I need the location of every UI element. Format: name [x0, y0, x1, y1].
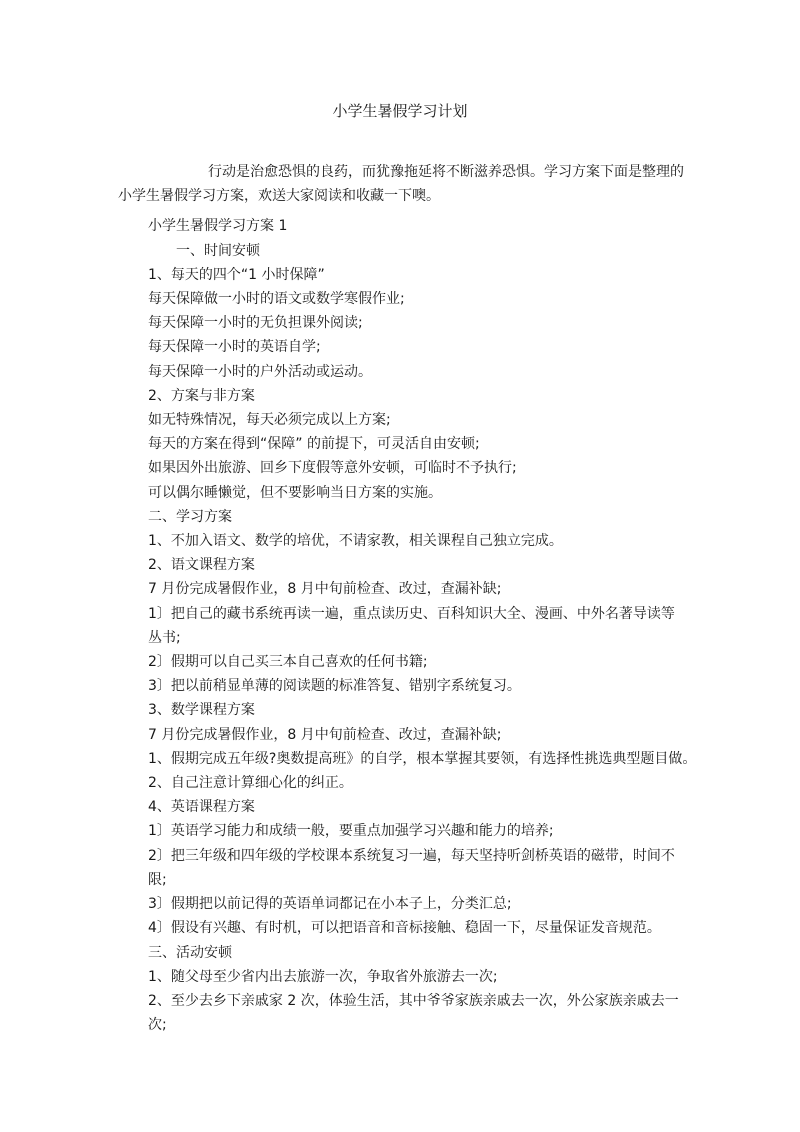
section-heading-activity: 三、活动安顿: [148, 944, 232, 961]
list-item: 2、自己注意计算细心化的纠正。: [148, 775, 353, 792]
list-item: 1〕把自己的藏书系统再读一遍，重点读历史、百科知识大全、漫画、中外名著导读等丛书;: [148, 605, 675, 646]
plan-heading: 小学生暑假学习方案 1: [148, 218, 288, 235]
list-item: 每天保障一小时的户外活动或运动。: [148, 363, 372, 380]
list-item: 如无特殊情况，每天必须完成以上方案;: [148, 412, 391, 429]
list-item: 4〕假设有兴趣、有时机，可以把语音和音标接触、稳固一下，尽量保证发音规范。: [148, 920, 661, 937]
list-item: 2〕假期可以自己买三本自己喜欢的任何书籍;: [148, 654, 428, 671]
subheading: 1、每天的四个“1 小时保障”: [148, 266, 325, 283]
section-heading-time: 一、时间安顿: [176, 242, 260, 259]
list-item: 如果因外出旅游、回乡下度假等意外安顿，可临时不予执行;: [148, 460, 517, 477]
list-item: 2〕把三年级和四年级的学校课本系统复习一遍，每天坚持听剑桥英语的磁带，时间不限;: [148, 847, 675, 888]
list-item: 7 月份完成暑假作业，8 月中旬前检查、改过，查漏补缺;: [148, 581, 502, 598]
list-item: 3〕假期把以前记得的英语单词都记在小本子上，分类汇总;: [148, 896, 512, 913]
intro-paragraph: 行动是治愈恐惧的良药，而犹豫拖延将不断滋养恐惧。学习方案下面是整理的小学生暑假学习方案，欢送大家阅读和收藏一下噢。: [118, 164, 684, 205]
document-title: 小学生暑假学习计划: [332, 102, 468, 120]
list-item: 3〕把以前稍显单薄的阅读题的标准答复、错别字系统复习。: [148, 678, 521, 695]
subheading: 4、英语课程方案: [148, 799, 255, 816]
list-item: 2、至少去乡下亲戚家 2 次，体验生活，其中爷爷家族亲戚去一次，外公家族亲戚去一次;: [148, 992, 679, 1034]
list-item: 每天保障做一小时的语文或数学寒假作业;: [148, 291, 405, 308]
list-item: 1〕英语学习能力和成绩一般，要重点加强学习兴趣和能力的培养;: [148, 823, 554, 840]
list-item: 1、随父母至少省内出去旅游一次，争取省外旅游去一次;: [148, 968, 498, 985]
list-item: 1、假期完成五年级?奥数提高班》的自学，根本掌握其要领，有选择性挑选典型题目做。: [148, 750, 697, 767]
subheading: 3、数学课程方案: [148, 702, 255, 719]
section-heading-study: 二、学习方案: [148, 508, 232, 525]
subheading: 2、语文课程方案: [148, 557, 255, 574]
list-item: 1、不加入语文、数学的培优，不请家教，相关课程自己独立完成。: [148, 533, 563, 550]
subheading: 2、方案与非方案: [148, 387, 255, 404]
list-item: 每天保障一小时的无负担课外阅读;: [148, 315, 363, 332]
list-item: 7 月份完成暑假作业，8 月中旬前检查、改过，查漏补缺;: [148, 726, 502, 743]
list-item: 每天保障一小时的英语自学;: [148, 339, 321, 356]
list-item: 每天的方案在得到“保障” 的前提下，可灵活自由安顿;: [148, 436, 480, 453]
document-body: [118, 160, 697, 1037]
list-item: 可以偶尔睡懒觉，但不要影响当日方案的实施。: [148, 484, 442, 501]
